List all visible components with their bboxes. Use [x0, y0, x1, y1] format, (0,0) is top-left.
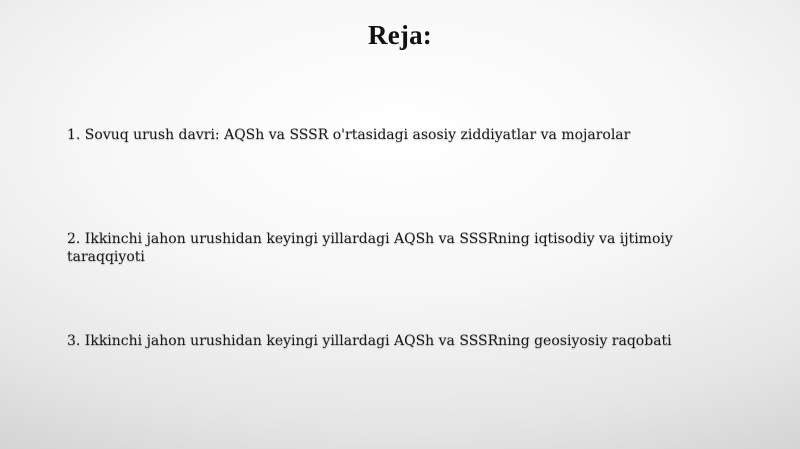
plan-item-3: 3. Ikkinchi jahon urushidan keyingi yillardagi AQSh va SSSRning geosiyosiy raqobati	[67, 333, 672, 349]
plan-item-1: 1. Sovuq urush davri: AQSh va SSSR o'rtasidagi asosiy ziddiyatlar va mojarolar	[67, 127, 631, 143]
slide-title: Reja:	[368, 20, 432, 50]
plan-item-2: 2. Ikkinchi jahon urushidan keyingi yillardagi AQSh va SSSRning iqtisodiy va ijtimoiy taraqqiyoti	[67, 231, 673, 265]
